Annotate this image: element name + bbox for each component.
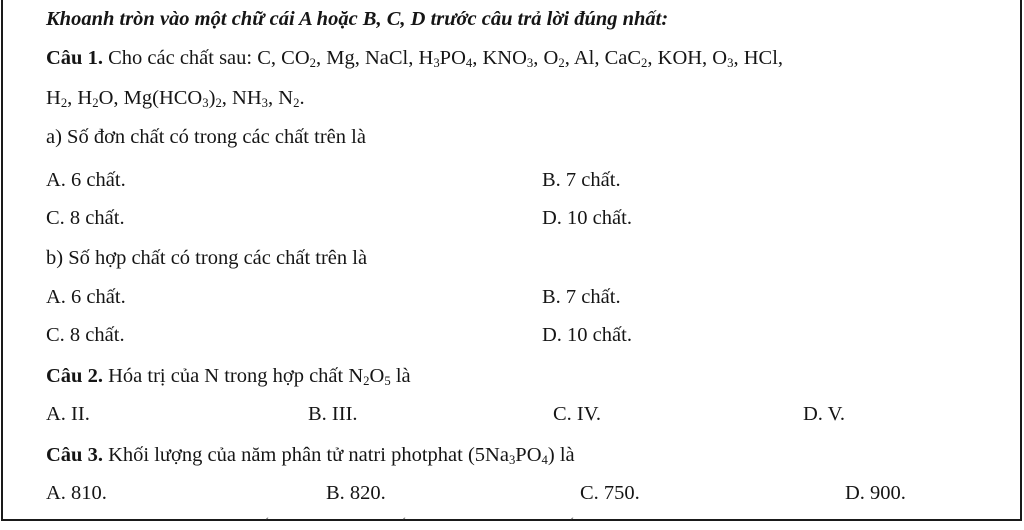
question-3-option-d[interactable]: D. 900. [845,482,906,504]
cutoff-mark: ˊ [265,515,269,529]
question-2-stem: Câu 2. Hóa trị của N trong hợp chất $N_2O_5$ là [46,365,411,389]
question-1b-text: b) Số hợp chất có trong các chất trên là [46,247,368,269]
question-1b-option-d[interactable]: D. 10 chất. [542,324,632,346]
question-2-option-c[interactable]: C. IV. [553,403,602,425]
question-3-option-c[interactable]: C. 750. [580,482,640,504]
question-1a-option-b[interactable]: B. 7 chất. [542,169,621,191]
question-1-stem: Câu 1. Cho các chất sau: C, $CO_2$, Mg, NaCl, $H_3PO_4$, $KNO_3$, $O_2$, Al, CaC$_2$, KOH, $O_3$, HCl, [46,47,784,71]
question-2-option-b[interactable]: B. III. [308,403,358,425]
question-2-label: Câu 2. [46,365,103,387]
question-1b-option-c[interactable]: C. 8 chất. [46,324,125,346]
cutoff-mark: ˊ [402,515,406,529]
question-1a-text: a) Số đơn chất có trong các chất trên là [46,126,366,148]
instruction-text: Khoanh tròn vào một chữ cái A hoặc B, C, D trước câu trả lời đúng nhất: [46,8,669,30]
question-1b-option-a[interactable]: A. 6 chất. [46,286,126,308]
question-3-stem: Câu 3. Khối lượng của năm phân tử natri photphat $(5Na_3PO_4)$ là [46,444,575,468]
question-2-option-d[interactable]: D. V. [803,403,845,425]
question-1a-option-d[interactable]: D. 10 chất. [542,207,632,229]
question-1a-option-a[interactable]: A. 6 chất. [46,169,126,191]
question-1-label: Câu 1. [46,47,103,69]
question-1a-option-c[interactable]: C. 8 chất. [46,207,125,229]
question-3-label: Câu 3. [46,444,103,466]
question-1-stem-cont: $H_2$, $H_2O$, $Mg(HCO_3)_2$, $NH_3$, $N_2$. [46,87,305,111]
question-3-option-b[interactable]: B. 820. [326,482,386,504]
question-2-option-a[interactable]: A. II. [46,403,90,425]
cutoff-mark: ˊ [570,515,574,529]
question-1b-option-b[interactable]: B. 7 chất. [542,286,621,308]
question-3-option-a[interactable]: A. 810. [46,482,107,504]
